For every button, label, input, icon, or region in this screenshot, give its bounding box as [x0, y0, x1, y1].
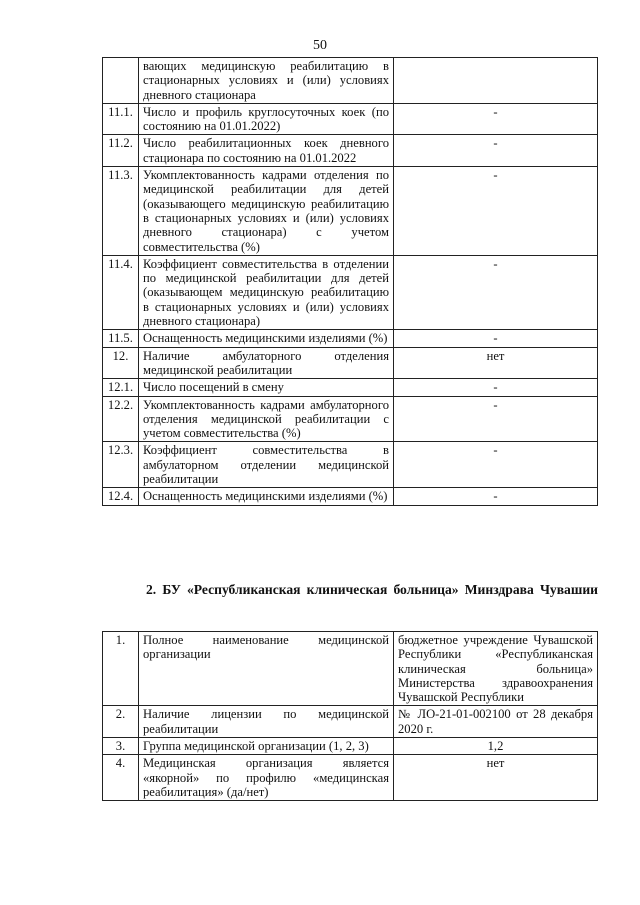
row-number: 2.	[103, 706, 139, 738]
table-row	[103, 103, 598, 135]
row-indicator: Число реабилитационных коек дневного стационара по состоянию на 01.01.2022	[139, 135, 394, 167]
table-row	[103, 379, 598, 396]
row-value: -	[394, 255, 598, 329]
row-number: 12.4.	[103, 488, 139, 505]
hospital-info-table	[102, 631, 598, 801]
row-number: 11.4.	[103, 255, 139, 329]
row-indicator: Наличие амбулаторного отделения медицинской реабилитации	[139, 347, 394, 379]
row-value: 1,2	[394, 738, 598, 755]
row-number: 12.2.	[103, 396, 139, 442]
row-value: -	[394, 396, 598, 442]
row-value: -	[394, 167, 598, 256]
page-number: 50	[313, 38, 327, 53]
section-heading: 2. БУ «Республиканская клиническая больница» Минздрава Чувашии	[146, 582, 598, 597]
row-indicator: вающих медицинскую реабилитацию в стационарных условиях и (или) условиях дневного стационара	[139, 58, 394, 104]
row-indicator: Наличие лицензии по медицинской реабилитации	[139, 706, 394, 738]
row-indicator: Укомплектованность кадрами отделения по медицинской реабилитации для детей (оказывающего медицинскую реабилитацию в стационарных условиях и (или) условиях дневного стационара) с учетом совместительства (%)	[139, 167, 394, 256]
table-row	[103, 255, 598, 329]
row-number: 11.5.	[103, 330, 139, 347]
row-indicator: Число посещений в смену	[139, 379, 394, 396]
row-value: бюджетное учреждение Чувашской Республики «Республиканская клиническая больница» Министерства здравоохранения Чувашской Республики	[394, 632, 598, 706]
row-number: 11.2.	[103, 135, 139, 167]
row-number: 3.	[103, 738, 139, 755]
table-row	[103, 632, 598, 706]
row-value: нет	[394, 755, 598, 801]
row-value: -	[394, 488, 598, 505]
row-indicator: Медицинская организация является «якорной» по профилю «медицинская реабилитация» (да/нет)	[139, 755, 394, 801]
table-row	[103, 738, 598, 755]
row-indicator: Число и профиль круглосуточных коек (по состоянию на 01.01.2022)	[139, 103, 394, 135]
row-value: нет	[394, 347, 598, 379]
table-row	[103, 135, 598, 167]
row-number	[103, 58, 139, 104]
row-indicator: Полное наименование медицинской организации	[139, 632, 394, 706]
row-value	[394, 58, 598, 104]
row-indicator: Укомплектованность кадрами амбулаторного отделения медицинской реабилитации с учетом совместительства (%)	[139, 396, 394, 442]
table-row	[103, 330, 598, 347]
row-number: 12.3.	[103, 442, 139, 488]
rehab-indicators-table-continued	[102, 57, 598, 506]
row-value: -	[394, 135, 598, 167]
table-row	[103, 396, 598, 442]
table-row	[103, 488, 598, 505]
table-row	[103, 58, 598, 104]
table-row	[103, 706, 598, 738]
row-number: 11.1.	[103, 103, 139, 135]
row-value: № ЛО-21-01-002100 от 28 декабря 2020 г.	[394, 706, 598, 738]
row-indicator: Оснащенность медицинскими изделиями (%)	[139, 330, 394, 347]
row-indicator: Группа медицинской организации (1, 2, 3)	[139, 738, 394, 755]
table-row	[103, 347, 598, 379]
row-indicator: Коэффициент совместительства в отделении по медицинской реабилитации для детей (оказывающем медицинскую реабилитацию в стационарных условиях и (или) условиях дневного стационара)	[139, 255, 394, 329]
table-row	[103, 442, 598, 488]
row-value: -	[394, 330, 598, 347]
row-indicator: Коэффициент совместительства в амбулаторном отделении медицинской реабилитации	[139, 442, 394, 488]
table-row	[103, 755, 598, 801]
table-row	[103, 167, 598, 256]
row-value: -	[394, 442, 598, 488]
row-value: -	[394, 379, 598, 396]
row-number: 11.3.	[103, 167, 139, 256]
row-number: 12.1.	[103, 379, 139, 396]
row-number: 1.	[103, 632, 139, 706]
row-number: 12.	[103, 347, 139, 379]
row-number: 4.	[103, 755, 139, 801]
row-indicator: Оснащенность медицинскими изделиями (%)	[139, 488, 394, 505]
row-value: -	[394, 103, 598, 135]
